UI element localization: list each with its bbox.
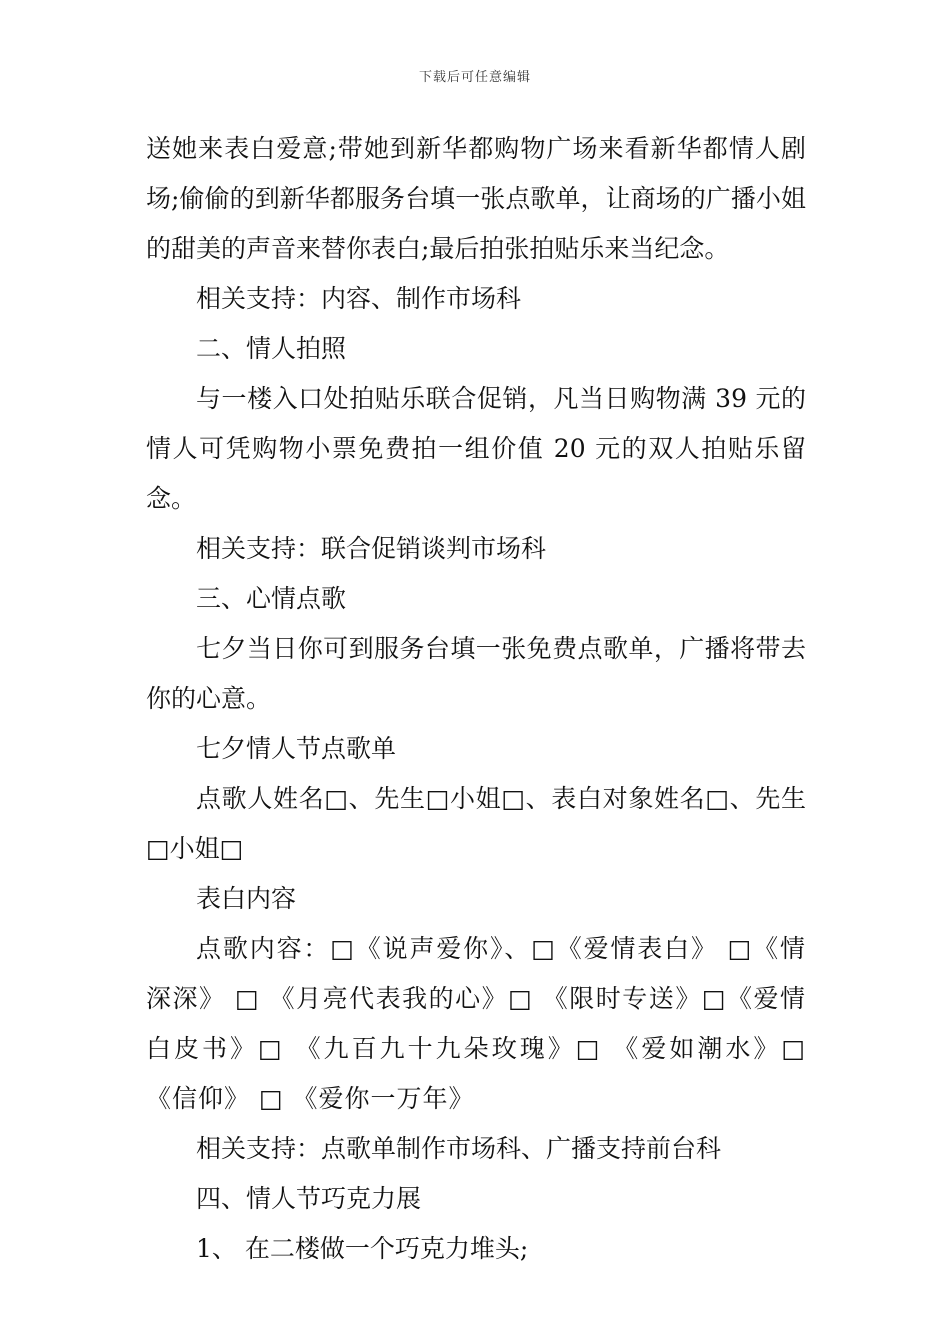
paragraph-intro: 送她来表白爱意;带她到新华都购物广场来看新华都情人剧场;偷偷的到新华都服务台填一张点歌单，让商场的广播小姐的甜美的声音来替你表白;最后拍张拍贴乐来当纪念。 <box>146 134 806 263</box>
song-form-confession: 表白内容 <box>196 884 297 913</box>
document-body <box>146 124 806 1274</box>
paragraph-photo-promo: 与一楼入口处拍贴乐联合促销，凡当日购物满 39 元的情人可凭购物小票免费拍一组价值 20 元的双人拍贴乐留念。 <box>146 384 806 513</box>
paragraph-support-song: 相关支持：点歌单制作市场科、广播支持前台科 <box>196 1134 722 1163</box>
section-heading-song-request: 三、心情点歌 <box>196 584 347 613</box>
page-header: 下载后可任意编辑 <box>418 70 531 85</box>
song-form-names: 点歌人姓名□、先生□小姐□、表白对象姓名□、先生□小姐□ <box>146 784 806 863</box>
paragraph-support-promo: 相关支持：联合促销谈判市场科 <box>196 534 547 563</box>
section-heading-chocolate: 四、情人节巧克力展 <box>196 1184 422 1213</box>
list-item-chocolate-1: 1、 在二楼做一个巧克力堆头; <box>196 1234 529 1263</box>
song-form-song-list: 点歌内容：□《说声爱你》、□《爱情表白》 □《情深深》 □ 《月亮代表我的心》□ 《限时专送》□《爱情白皮书》□ 《九百九十九朵玫瑰》□ 《爱如潮水》□ 《信仰》 □ 《爱你一万年》 <box>146 934 806 1113</box>
song-form-title: 七夕情人节点歌单 <box>196 734 397 763</box>
paragraph-support-content: 相关支持：内容、制作市场科 <box>196 284 522 313</box>
paragraph-song-request: 七夕当日你可到服务台填一张免费点歌单，广播将带去你的心意。 <box>146 634 806 713</box>
section-heading-couple-photo: 二、情人拍照 <box>196 334 347 363</box>
